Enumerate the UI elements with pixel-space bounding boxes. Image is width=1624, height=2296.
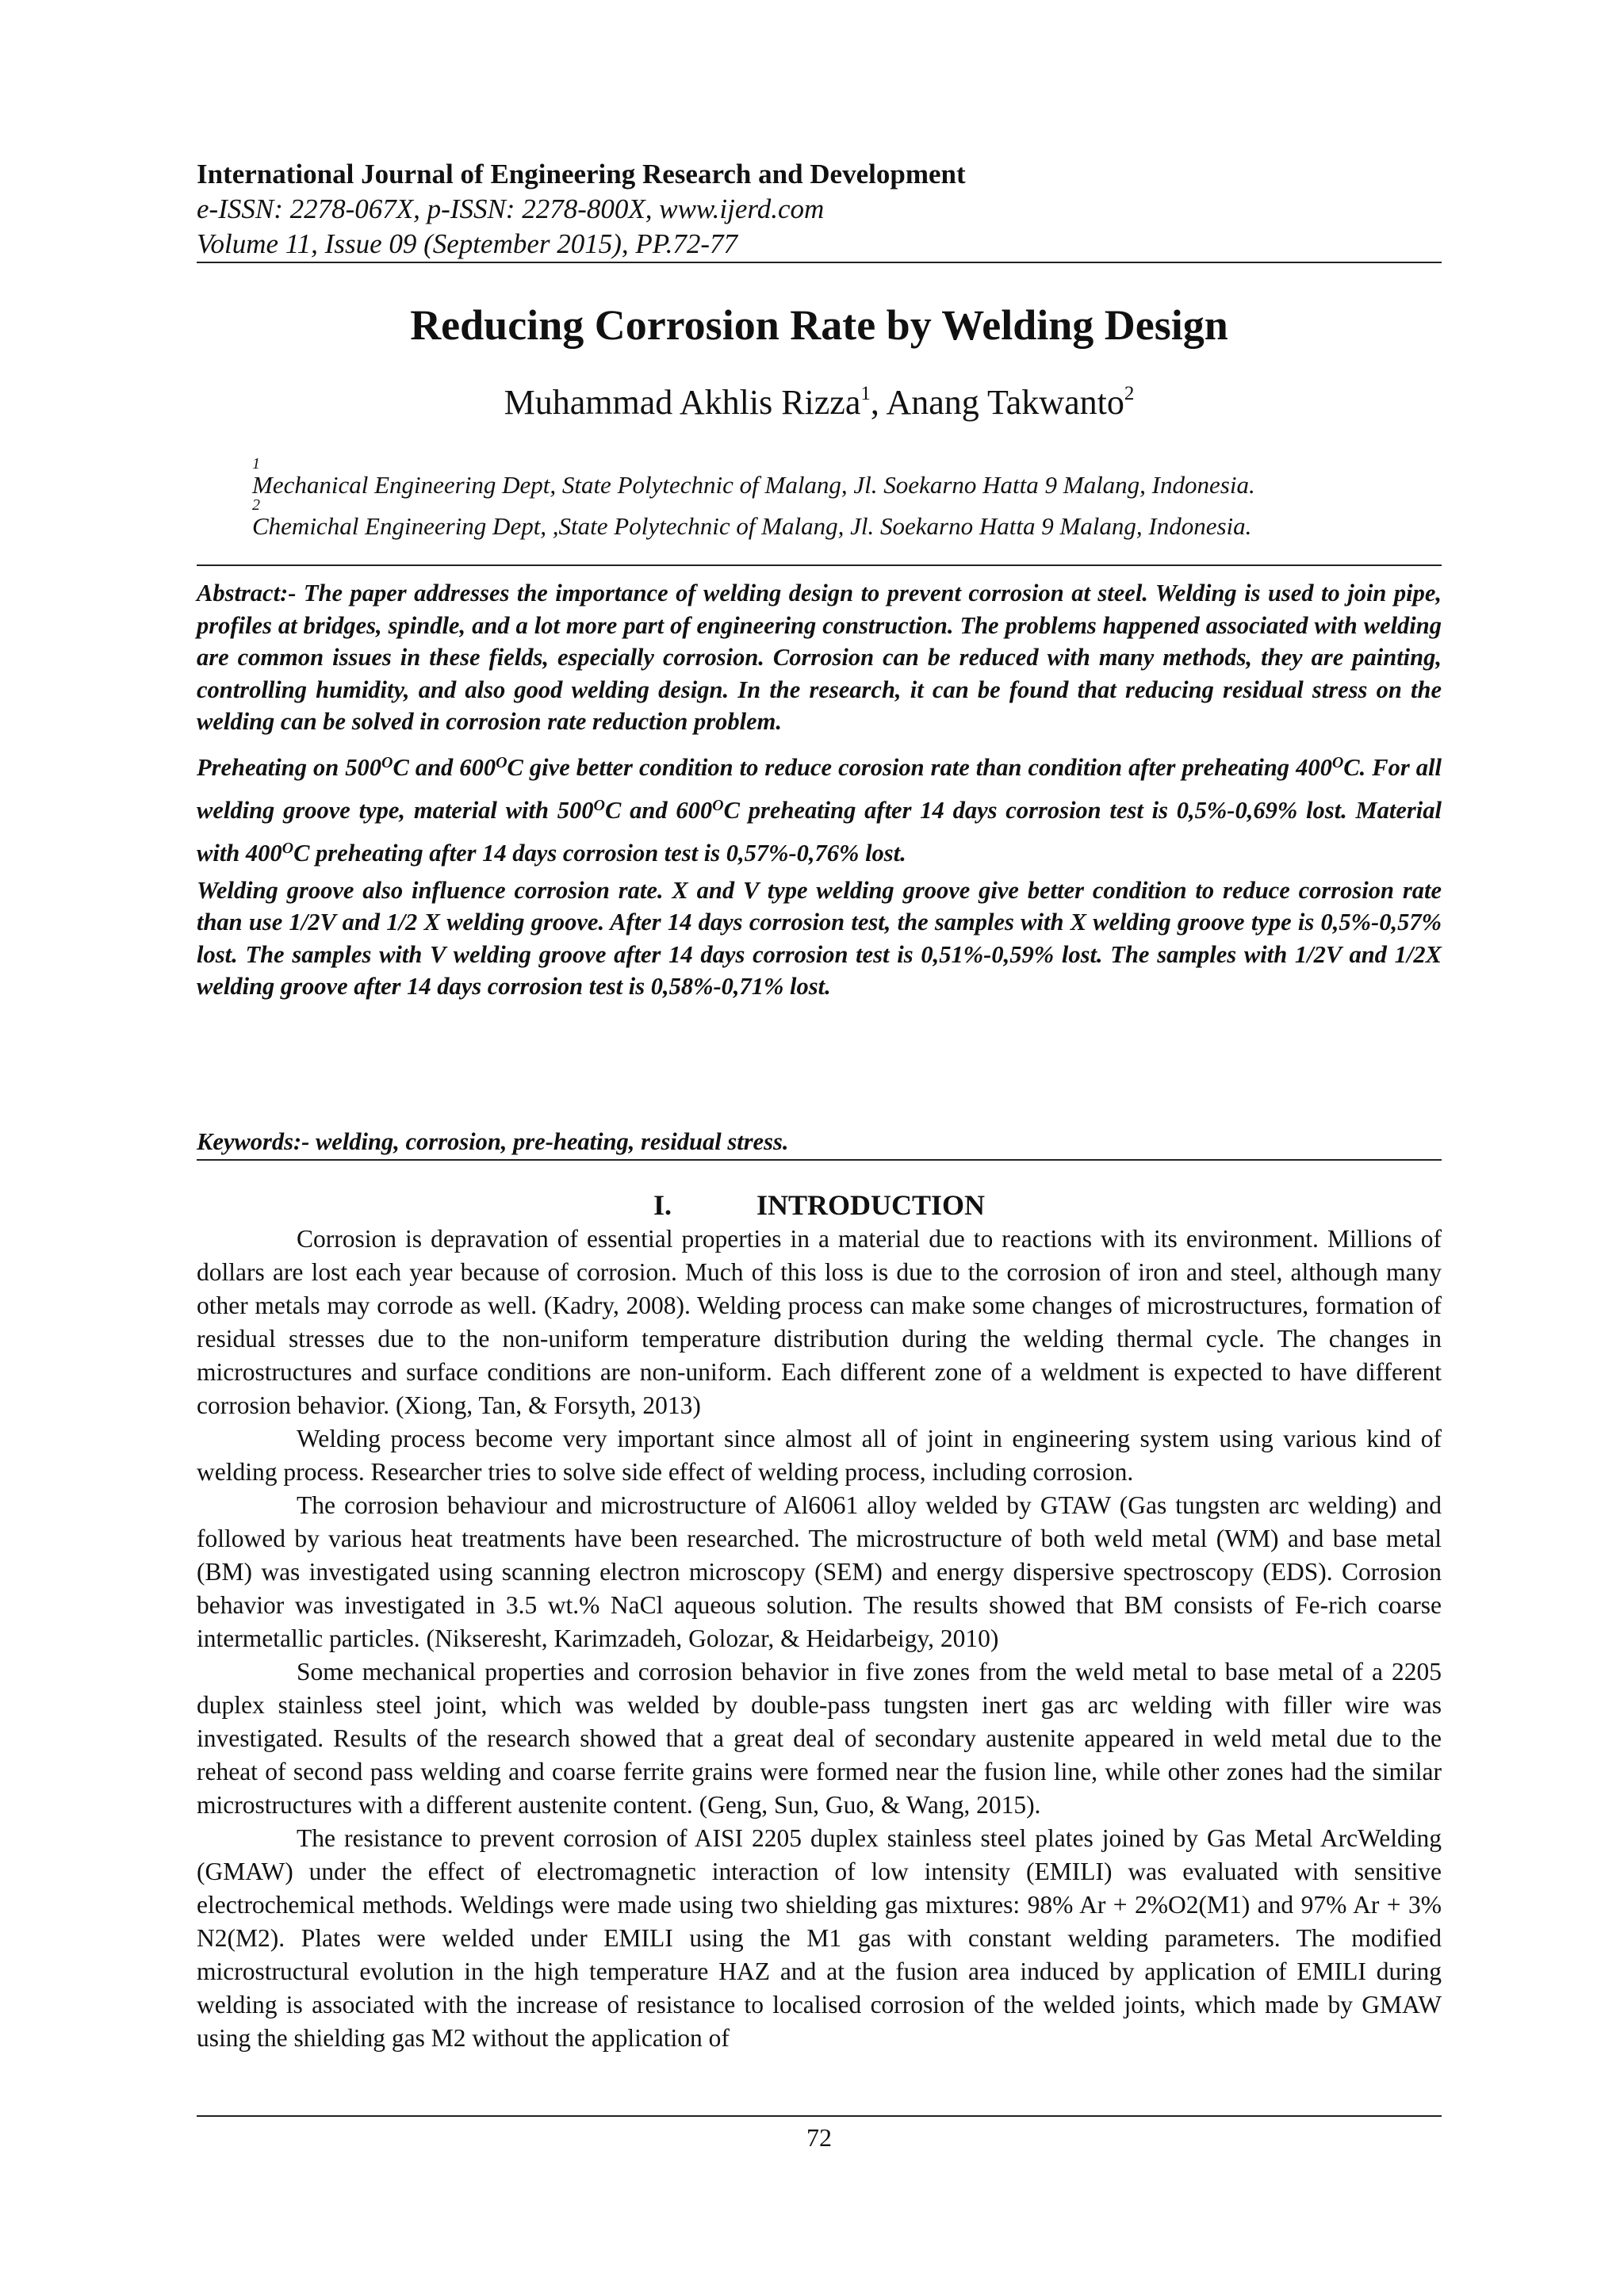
abstract-p2-text: C. For all welding groove type, material with 500 bbox=[197, 753, 1442, 824]
abstract-p2-text: C give better condition to reduce corosion rate than condition after preheating 400 bbox=[507, 753, 1332, 781]
introduction-body bbox=[197, 1223, 1442, 2055]
author-2: Anang Takwanto bbox=[886, 383, 1124, 422]
abstract-top-divider bbox=[197, 564, 1442, 566]
degree-mark: O bbox=[1331, 753, 1344, 771]
paper-title: Reducing Corrosion Rate by Welding Design bbox=[410, 301, 1228, 349]
body-paragraph: Corrosion is depravation of essential properties in a material due to reactions with its environment. Millions of dollars are lost each year because of corrosion. Much of this loss is due to the corrosion of iron and steel, although many other metals may corrode as well. (Kadry, 2008). Welding process can make some changes of microstructures, formation of residual stresses due to the non-uniform temperature distribution during the welding thermal cycle. The changes in microstructures and surface conditions are non-uniform. Each different zone of a weldment is expected to have different corrosion behavior. (Xiong, Tan, & Forsyth, 2013) bbox=[197, 1225, 1442, 1419]
journal-header bbox=[197, 157, 1442, 262]
author-1: Muhammad Akhlis Rizza bbox=[504, 383, 861, 422]
header-divider bbox=[197, 262, 1442, 263]
affiliation-1-number: 1 bbox=[252, 455, 260, 473]
author-2-affiliation-mark: 2 bbox=[1124, 383, 1135, 404]
abstract bbox=[197, 577, 1442, 1003]
body-paragraph: The corrosion behaviour and microstructure of Al6061 alloy welded by GTAW (Gas tungsten arc welding) and followed by various heat treatments have been researched. The microstructure of both weld metal (WM) and base metal (BM) was investigated using scanning electron microscopy (SEM) and energy dispersive spectroscopy (EDS). Corrosion behavior was investigated in 3.5 wt.% NaCl aqueous solution. The results showed that BM consists of Fe-rich coarse intermetallic particles. (Nikseresht, Karimzadeh, Golozar, & Heidarbeigy, 2010) bbox=[197, 1491, 1442, 1652]
section-number: I. bbox=[653, 1189, 672, 1221]
degree-mark: O bbox=[282, 839, 294, 857]
journal-name: International Journal of Engineering Research and Development bbox=[197, 159, 966, 189]
body-paragraph: Welding process become very important since almost all of joint in engineering system using various kind of welding process. Researcher tries to solve side effect of welding process, including corrosion. bbox=[197, 1425, 1442, 1486]
affiliation-2: Chemichal Engineering Dept, ,State Polytechnic of Malang, Jl. Soekarno Hatta 9 Malang, Indonesia. bbox=[252, 512, 1252, 540]
abstract-p2-text: C and 600 bbox=[393, 753, 496, 781]
section-title: INTRODUCTION bbox=[756, 1189, 986, 1221]
abstract-paragraph-2 bbox=[197, 746, 1442, 874]
keywords: Keywords:- welding, corrosion, pre-heating, residual stress. bbox=[197, 1128, 789, 1155]
section-heading-introduction bbox=[197, 1188, 1442, 1223]
degree-mark: O bbox=[381, 753, 393, 771]
degree-mark: O bbox=[496, 753, 508, 771]
abstract-p2-text: C preheating after 14 days corrosion test is 0,57%-0,76% lost. bbox=[293, 839, 906, 867]
abstract-paragraph-3: Welding groove also influence corrosion rate. X and V type welding groove give better condition to reduce corrosion rate than use 1/2V and 1/2 X welding groove. After 14 days corrosion test, the samples with X welding groove type is 0,5%-0,57% lost. The samples with V welding groove after 14 days corrosion test is 0,51%-0,59% lost. The samples with 1/2V and 1/2X welding groove after 14 days corrosion test is 0,58%-0,71% lost. bbox=[197, 876, 1442, 1000]
abstract-paragraph-1: Abstract:- The paper addresses the importance of welding design to prevent corrosion at steel. Welding is used to join pipe, profiles at bridges, spindle, and a lot more part of engineering construction. The problems happened associated with welding are common issues in these fields, especially corrosion. Corrosion can be reduced with many methods, they are painting, controlling humidity, and also good welding design. In the research, it can be found that reducing residual stress on the welding can be solved in corrosion rate reduction problem. bbox=[197, 580, 1442, 735]
journal-volume: Volume 11, Issue 09 (September 2015), PP.72-77 bbox=[197, 228, 738, 259]
journal-issn: e-ISSN: 2278-067X, p-ISSN: 2278-800X, www.ijerd.com bbox=[197, 193, 825, 224]
author-separator: , bbox=[870, 383, 887, 422]
body-paragraph: Some mechanical properties and corrosion behavior in five zones from the weld metal to base metal of a 2205 duplex stainless steel joint, which was welded by double-pass tungsten inert gas arc welding with filler wire was investigated. Results of the research showed that a great deal of secondary austenite appeared in weld metal due to the reheat of second pass welding and coarse ferrite grains were formed near the fusion line, while other zones had the similar microstructures with a different austenite content. (Geng, Sun, Guo, & Wang, 2015). bbox=[197, 1658, 1442, 1819]
abstract-p2-text: Preheating on 500 bbox=[197, 753, 381, 781]
abstract-p2-text: C preheating after 14 days corrosion test is 0,5%-0,69% lost. Material with 400 bbox=[197, 796, 1442, 867]
abstract-p2-text: C and 600 bbox=[604, 796, 713, 824]
body-paragraph: The resistance to prevent corrosion of AISI 2205 duplex stainless steel plates joined by Gas Metal ArcWelding (GMAW) under the effect of electromagnetic interaction of low intensity (EMILI) was evaluated with sensitive electrochemical methods. Weldings were made using two shielding gas mixtures: 98% Ar + 2%O2(M1) and 97% Ar + 3% N2(M2). Plates were welded under EMILI using the M1 gas with constant welding parameters. The modified microstructural evolution in the high temperature HAZ and at the fusion area induced by application of EMILI during welding is associated with the increase of resistance to localised corrosion of the welded joints, which made by GMAW using the shielding gas M2 without the application of bbox=[197, 1824, 1442, 2052]
degree-mark: O bbox=[712, 796, 724, 814]
keywords-bottom-divider bbox=[197, 1159, 1442, 1161]
author-line bbox=[197, 381, 1442, 430]
degree-mark: O bbox=[593, 796, 605, 814]
page-number: 72 bbox=[806, 2123, 832, 2152]
affiliation-2-number: 2 bbox=[252, 496, 260, 514]
author-1-affiliation-mark: 1 bbox=[860, 383, 871, 404]
affiliation-1: Mechanical Engineering Dept, State Polytechnic of Malang, Jl. Soekarno Hatta 9 Malang, Indonesia. bbox=[252, 471, 1255, 499]
footer-divider bbox=[197, 2115, 1442, 2117]
